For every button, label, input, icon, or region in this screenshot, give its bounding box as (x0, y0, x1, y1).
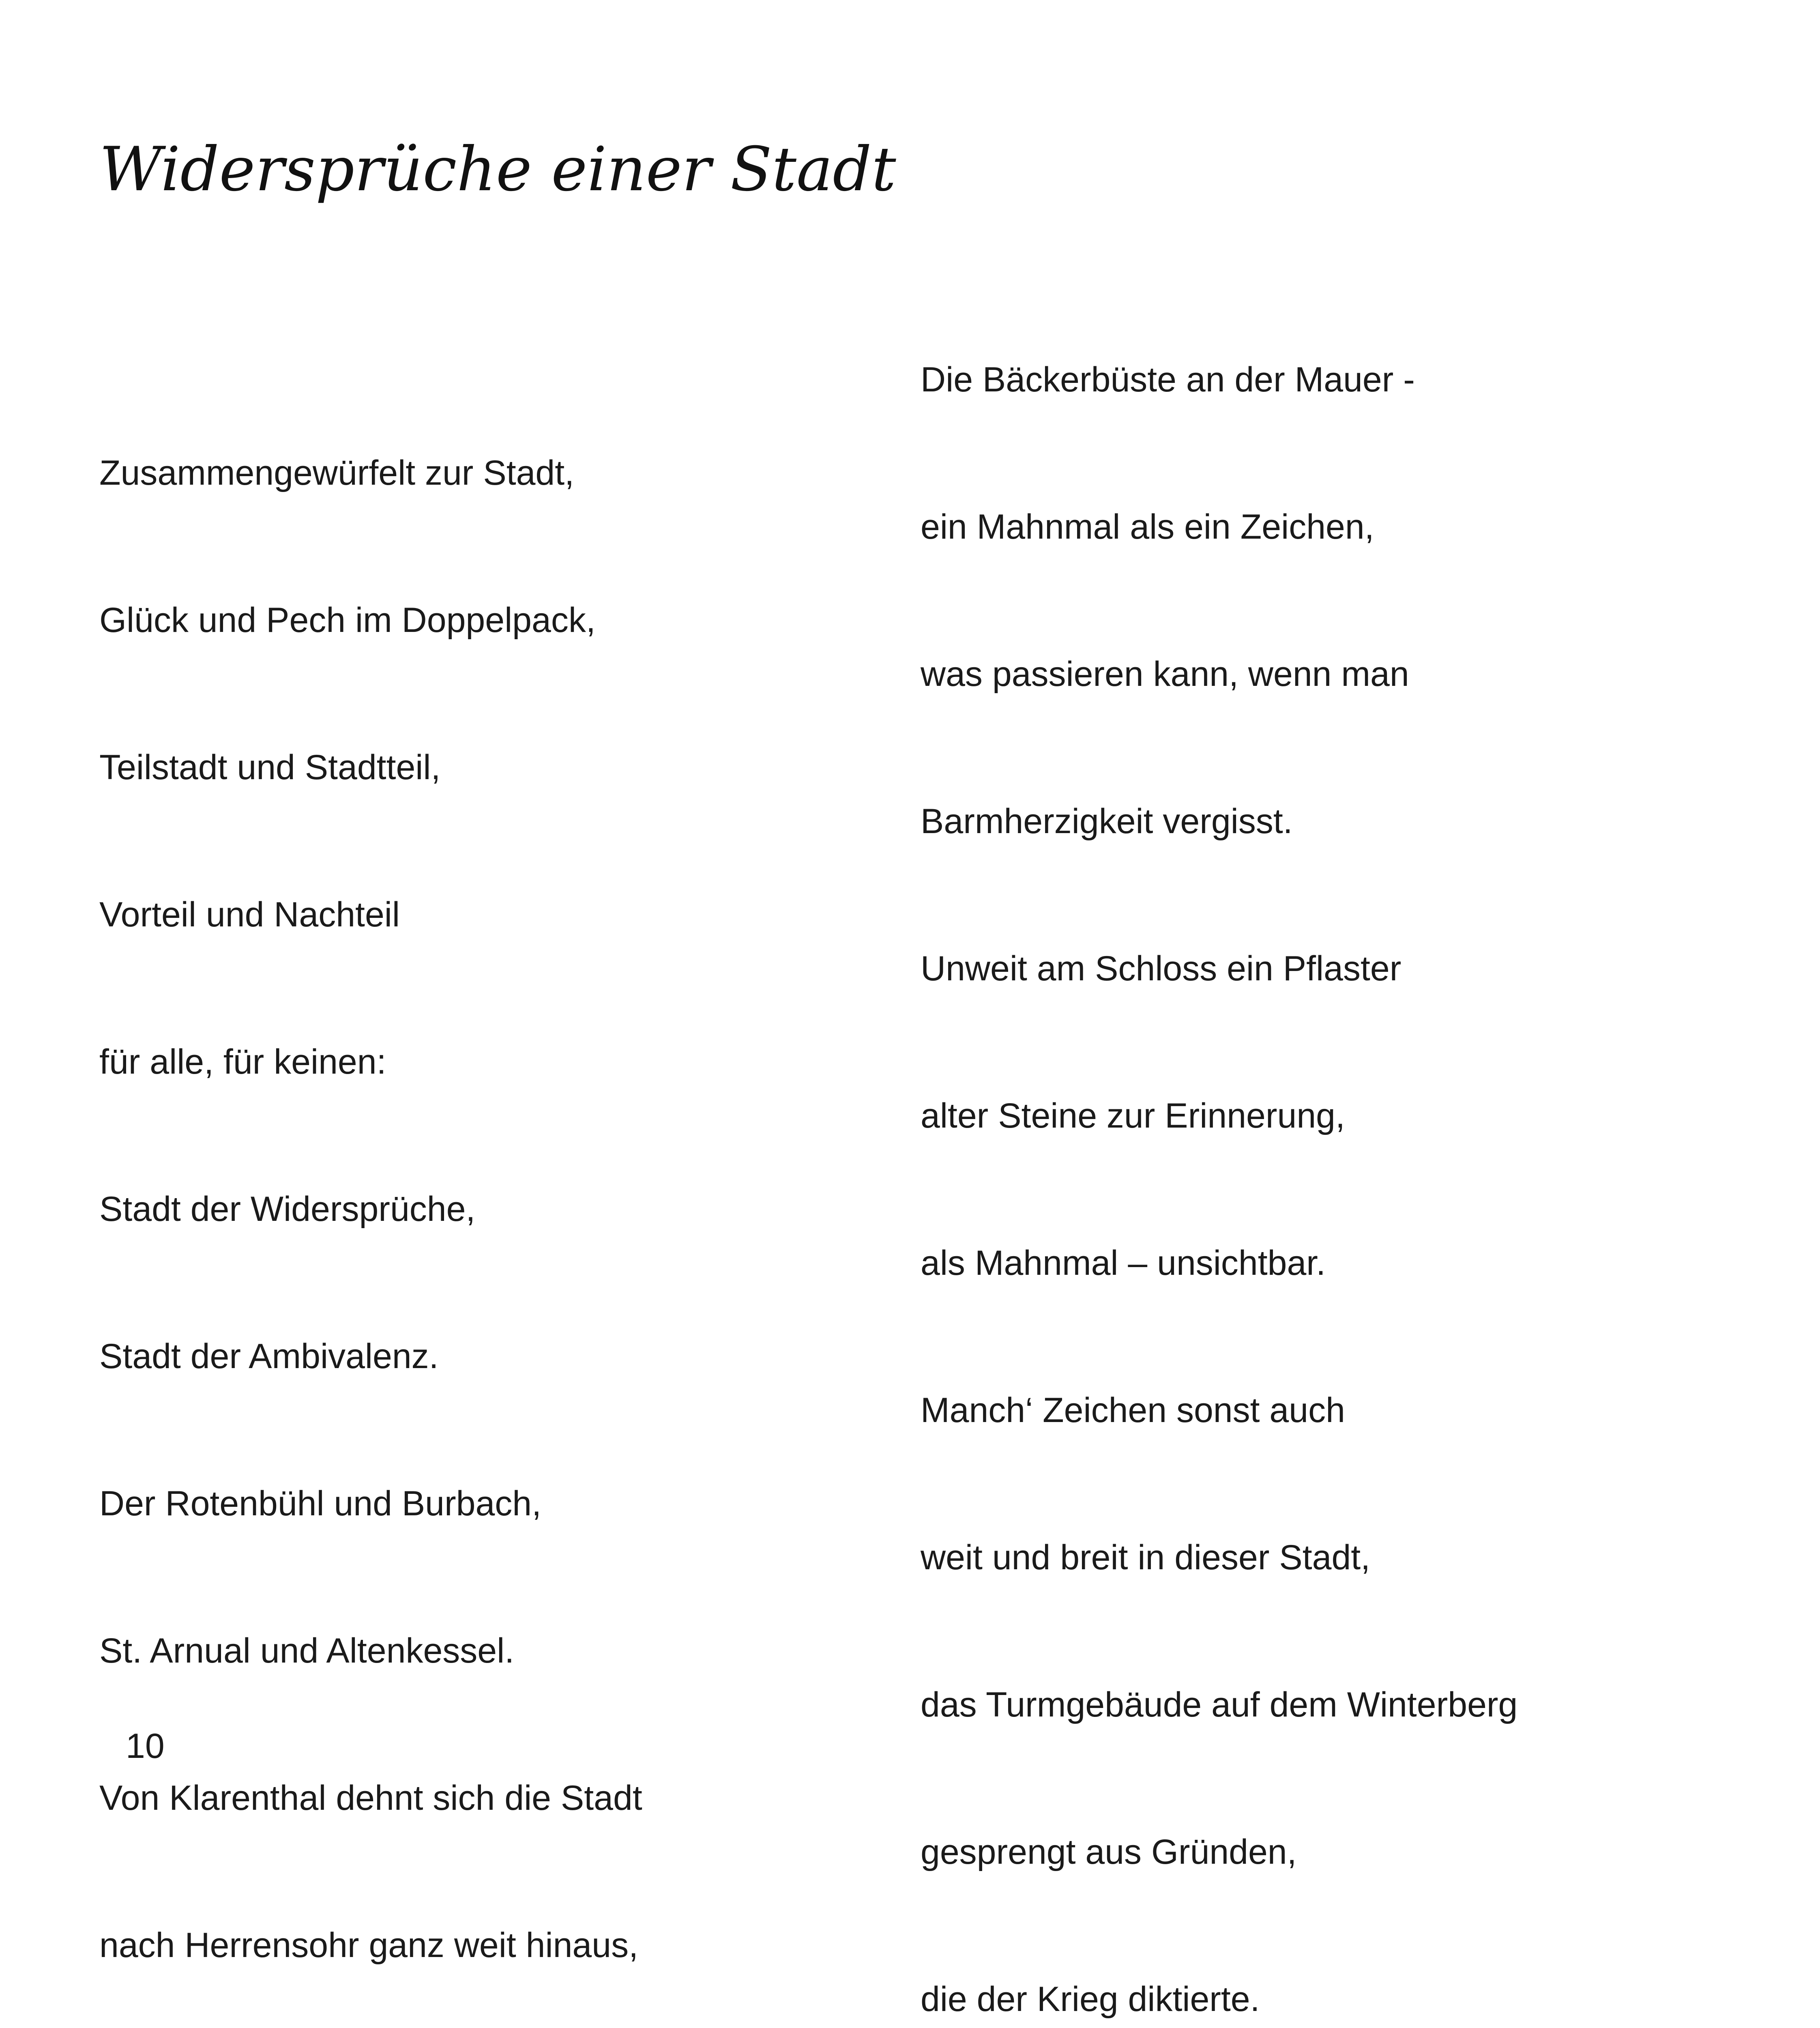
verse-line: nach Herrensohr ganz weit hinaus, (99, 1926, 638, 1965)
verse-line: die der Krieg diktierte. (921, 1980, 1260, 2019)
verse-line: weit und breit in dieser Stadt, (921, 1538, 1371, 1577)
verse-line: alter Steine zur Erinnerung, (921, 1096, 1345, 1135)
verse-line: gesprengt aus Gründen, (921, 1833, 1297, 1871)
verse-line: Barmherzigkeit vergisst. (921, 802, 1293, 841)
left-column (99, 252, 829, 2028)
verse-line: Die Bäckerbüste an der Mauer - (921, 360, 1415, 399)
verse-line: Zusammengewürfelt zur Stadt, (99, 453, 575, 492)
stanza (99, 350, 829, 2028)
verse-line: Von Klarenthal dehnt sich die Stadt (99, 1779, 642, 1817)
verse-line: ein Mahnmal als ein Zeichen, (921, 507, 1374, 546)
verse-line: das Turmgebäude auf dem Winterberg (921, 1685, 1518, 1724)
verse-line: als Mahnmal – unsichtbar. (921, 1244, 1326, 1283)
verse-line: für alle, für keinen: (99, 1042, 386, 1081)
verse-line: Unweit am Schloss ein Pflaster (921, 949, 1401, 988)
verse-line: Der Rotenbühl und Burbach, (99, 1484, 542, 1523)
verse-line: Manch‘ Zeichen sonst auch (921, 1391, 1345, 1430)
verse-line: Stadt der Widersprüche, (99, 1190, 476, 1229)
page-number: 10 (126, 1727, 165, 1766)
verse-line: was passieren kann, wenn man (921, 655, 1409, 694)
stanza (921, 257, 1792, 2028)
verse-line: Glück und Pech im Doppelpack, (99, 601, 596, 640)
verse-line: Stadt der Ambivalenz. (99, 1337, 439, 1376)
right-column (921, 159, 1792, 2028)
verse-line: Teilstadt und Stadtteil, (99, 748, 441, 787)
verse-line: Vorteil und Nachteil (99, 895, 400, 934)
verse-line: St. Arnual und Altenkessel. (99, 1631, 515, 1670)
poem-title: Widersprüche einer Stadt (99, 134, 896, 205)
